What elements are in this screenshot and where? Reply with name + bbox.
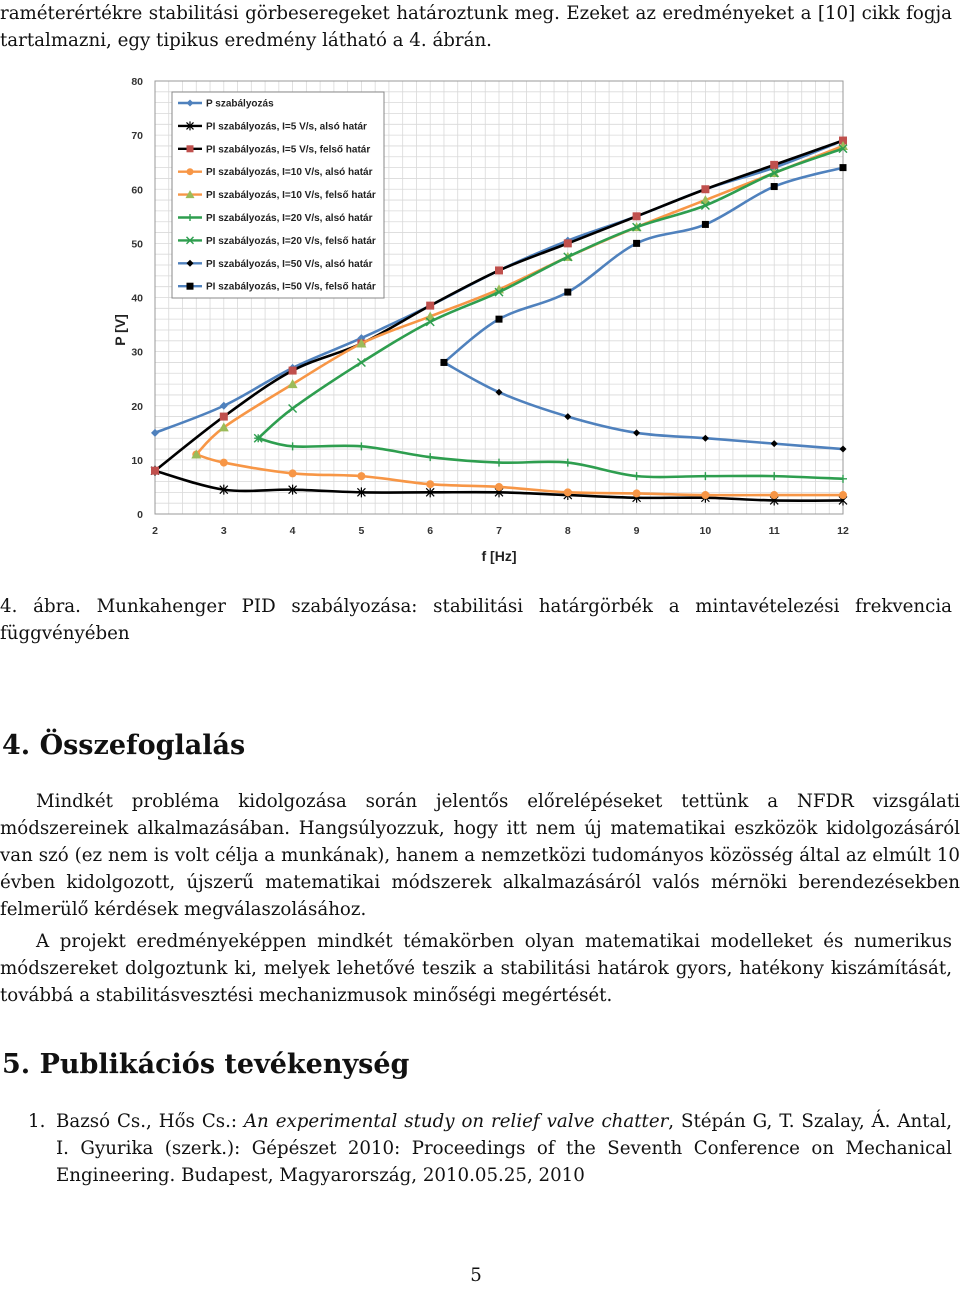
- x-tick-label: 7: [496, 525, 502, 537]
- x-tick-label: 10: [699, 525, 712, 537]
- legend-marker: [187, 168, 194, 175]
- data-point-series-3: [289, 367, 297, 375]
- legend-entry: PI szabályozás, I=50 V/s, alsó határ: [206, 258, 373, 270]
- legend-entry: PI szabályozás, I=5 V/s, alsó határ: [206, 121, 367, 133]
- y-tick-label: 70: [131, 130, 143, 143]
- data-point-series-6: [633, 472, 641, 480]
- data-point-series-1: [151, 429, 159, 437]
- x-tick-label: 2: [152, 525, 158, 537]
- publication-number: 1.: [28, 1111, 46, 1132]
- data-point-series-3: [495, 266, 503, 274]
- legend-entry: PI szabályozás, I=20 V/s, alsó határ: [206, 213, 373, 224]
- page-number: 5: [470, 1265, 482, 1286]
- figure-caption: 4. ábra. Munkahenger PID szabályozása: stabilitási határgörbék a mintavételezési frekvencia függvényében: [0, 596, 952, 644]
- intro-line-2: tartalmazni, egy tipikus eredmény látható a 4. ábrán.: [0, 30, 492, 51]
- data-point-series-4: [633, 489, 641, 497]
- data-point-series-9: [771, 183, 778, 190]
- data-point-series-4: [289, 469, 297, 477]
- stability-chart: [100, 70, 860, 565]
- y-tick-label: 30: [131, 346, 143, 359]
- x-tick-label: 11: [768, 525, 780, 537]
- section-title-publications: 5. Publikációs tevékenység: [2, 1049, 410, 1080]
- legend-entry: PI szabályozás, I=50 V/s, felső határ: [206, 281, 376, 293]
- intro-paragraph: [0, 0, 952, 54]
- y-tick-label: 0: [137, 509, 143, 521]
- data-point-series-8: [771, 440, 778, 447]
- x-tick-label: 3: [220, 525, 227, 537]
- x-tick-label: 4: [289, 525, 296, 537]
- legend-entry: PI szabályozás, I=10 V/s, felső határ: [206, 190, 376, 202]
- legend-entry: P szabályozás: [206, 98, 274, 110]
- data-point-series-9: [440, 359, 447, 366]
- publication-item: [28, 1108, 952, 1189]
- publication-details: , Stépán G, T. Szalay, Á. Antal, I. Gyurika (szerk.): Gépészet 2010: Proceedings of the Seventh Conference on Mechanical Engineering. Budapest, Magyarország, 2010.05.25, 2010: [56, 1111, 952, 1186]
- y-tick-label: 60: [131, 184, 143, 197]
- data-point-series-8: [702, 435, 709, 442]
- x-tick-label: 9: [633, 525, 640, 537]
- data-point-series-4: [839, 491, 847, 499]
- data-point-series-4: [357, 472, 365, 480]
- y-tick-label: 50: [131, 238, 143, 251]
- data-point-series-4: [701, 491, 709, 499]
- data-point-series-9: [702, 221, 709, 228]
- x-tick-label: 12: [837, 525, 849, 537]
- data-point-series-9: [496, 316, 503, 323]
- data-point-series-6: [770, 472, 778, 480]
- data-point-series-8: [633, 429, 640, 436]
- data-point-series-9: [633, 240, 640, 247]
- data-point-series-4: [770, 491, 778, 499]
- data-point-series-9: [840, 164, 847, 171]
- x-axis-label: f [Hz]: [481, 548, 517, 564]
- data-point-series-3: [633, 212, 641, 220]
- summary-paragraph-1: Mindkét probléma kidolgozása során jelentős előrelépéseket tettünk a NFDR vizsgálati módszereinek alkalmazásában. Hangsúlyozzuk, hogy itt nem új matematikai eszközök kidolgozásáról van szó (ez nem is volt célja a munkának), hanem a nemzetközi tudományos közösség által az elmúlt 10 évben kidolgozott, újszerű matematikai módszerek alkalmazásáról valós mérnöki berendezésekben felmerülő kérdések megválaszolásához.: [0, 791, 960, 920]
- data-point-series-4: [495, 483, 503, 491]
- data-point-series-4: [426, 480, 434, 488]
- section-title-summary: 4. Összefoglalás: [2, 730, 246, 761]
- y-tick-label: 10: [131, 454, 143, 467]
- legend-marker: [187, 145, 194, 152]
- x-tick-label: 6: [427, 525, 434, 537]
- data-point-series-9: [564, 289, 571, 296]
- x-tick-label: 8: [564, 525, 571, 537]
- x-tick-label: 5: [358, 525, 365, 537]
- data-point-series-6: [701, 472, 709, 480]
- legend-entry: PI szabályozás, I=10 V/s, alsó határ: [206, 167, 373, 179]
- data-point-series-3: [701, 185, 709, 193]
- data-point-series-4: [220, 459, 228, 467]
- y-tick-label: 20: [131, 400, 143, 413]
- data-point-series-3: [770, 161, 778, 169]
- data-point-series-3: [426, 302, 434, 310]
- legend-marker: [187, 283, 194, 290]
- data-point-series-3: [151, 467, 159, 475]
- y-tick-label: 40: [131, 292, 143, 305]
- intro-line-1: raméterértékre stabilitási görbeseregeket határoztunk meg. Ezeket az eredményeket a [10] cikk fogja: [0, 3, 952, 24]
- data-point-series-4: [564, 488, 572, 496]
- y-axis-label: P [V]: [112, 314, 128, 346]
- data-point-series-3: [564, 239, 572, 247]
- data-point-series-8: [840, 446, 847, 453]
- publication-title: An experimental study on relief valve chatter: [243, 1111, 669, 1132]
- publication-authors: Bazsó Cs., Hős Cs.:: [56, 1111, 237, 1132]
- summary-paragraph-2: A projekt eredményeképpen mindkét témakörben olyan matematikai modelleket és numerikus módszereket dolgoztunk ki, melyek lehetővé teszik a stabilitási határok gyors, hatékony kiszámítását, továbbá a stabilitásvesztési mechanizmusok minőségi megértését.: [0, 931, 952, 1006]
- legend-entry: PI szabályozás, I=5 V/s, felső határ: [206, 144, 371, 156]
- y-tick-label: 80: [131, 76, 143, 88]
- legend-entry: PI szabályozás, I=20 V/s, felső határ: [206, 235, 376, 247]
- series-line-6: [258, 438, 843, 479]
- data-point-series-8: [564, 413, 571, 420]
- data-point-series-3: [220, 413, 228, 421]
